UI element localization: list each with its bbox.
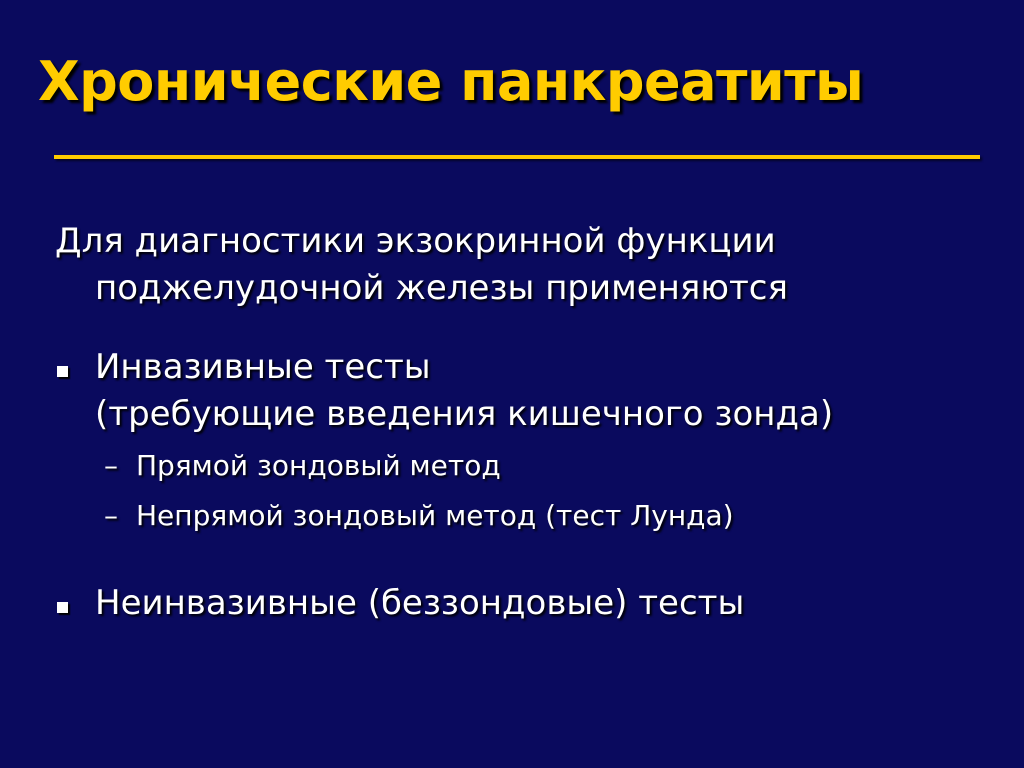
sub-item-indirect-method [104,498,734,534]
title-divider [54,155,980,159]
dash-bullet-icon: – [104,499,118,532]
intro-line-1: Для диагностики экзокринной функции [55,221,776,261]
slide-title: Хронические панкреатиты [38,50,864,113]
bullet-invasive-tests [55,344,833,438]
bullet-noninvasive-tests [55,580,744,627]
bullet-line-1: Неинвазивные (беззондовые) тесты [95,583,745,623]
bullet-line-2: (требующие введения кишечного зонда) [95,394,834,434]
square-bullet-icon [57,366,68,377]
dash-bullet-icon: – [104,449,118,482]
sub-item-direct-method [104,448,501,484]
intro-paragraph [55,218,788,312]
sub-item-label: Прямой зондовый метод [136,449,501,482]
sub-item-label: Непрямой зондовый метод (тест Лунда) [136,499,734,532]
square-bullet-icon [57,602,68,613]
bullet-line-1: Инвазивные тесты [95,347,431,387]
intro-line-2: поджелудочной железы применяются [95,268,788,308]
